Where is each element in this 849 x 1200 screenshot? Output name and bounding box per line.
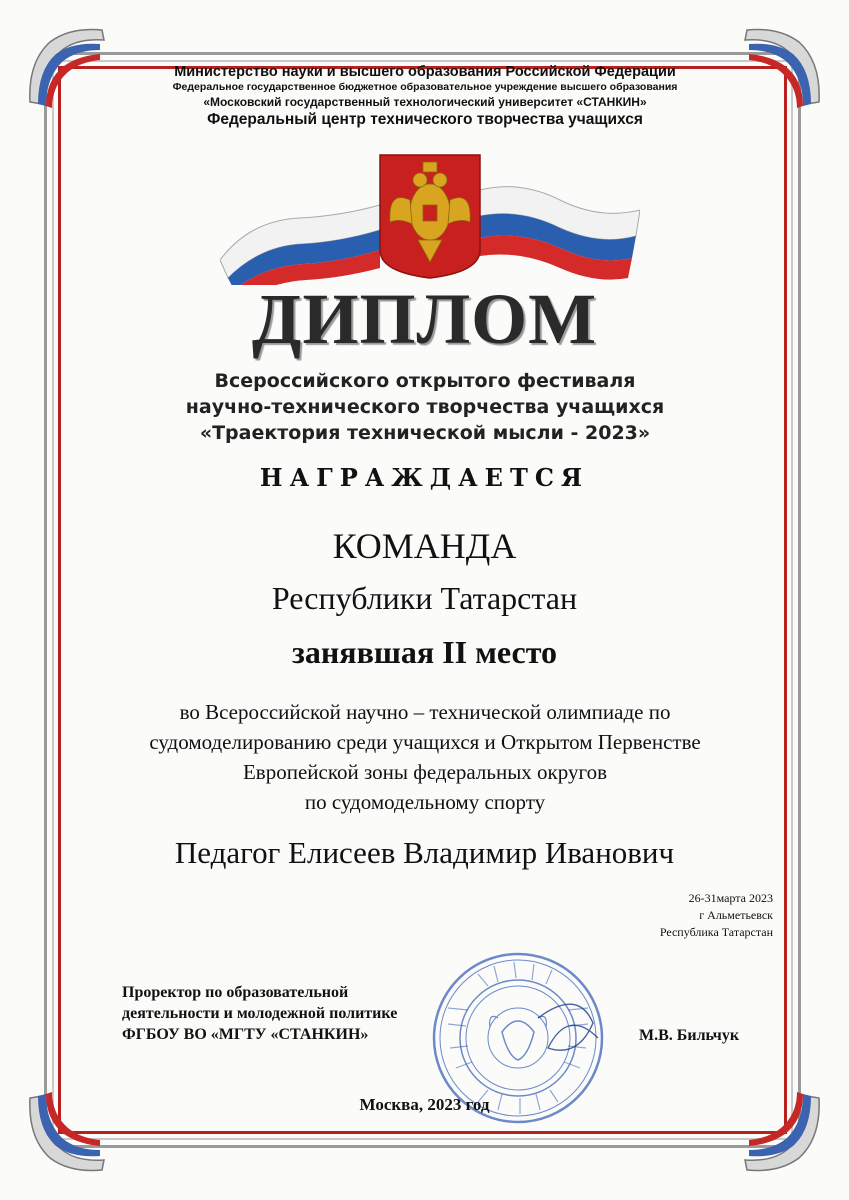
signer-position-line-1: Проректор по образовательной [122, 984, 349, 1001]
event-region: Республика Татарстан [659, 925, 773, 939]
description-line-2: судомоделированию среди учащихся и Открытом Первенстве [149, 730, 701, 754]
flag-emblem-banner [220, 150, 640, 285]
place-awarded: занявшая II место [291, 634, 557, 670]
city-year: Москва, 2023 год [359, 1095, 490, 1114]
corner-ribbon-icon [739, 22, 829, 112]
ministry-name: Министерство науки и высшего образования Российской Федерации [174, 64, 676, 80]
institution-type: Федеральное государственное бюджетное образовательное учреждение высшего образования [172, 81, 678, 93]
corner-ribbon-icon [20, 22, 110, 112]
festival-line-2: научно-технического творчества учащихся [185, 396, 665, 418]
description-line-1: во Всероссийской научно – технической олимпиаде по [179, 700, 671, 724]
event-info [660, 890, 773, 941]
signer-position [122, 982, 397, 1045]
festival-line-3: «Траектория технической мысли - 2023» [199, 422, 651, 444]
document-title: ДИПЛОМ [251, 279, 598, 359]
center-name: Федеральный центр технического творчества учащихся [207, 111, 643, 128]
description-line-4: по судомодельному спорту [304, 790, 546, 814]
recipient-region: Республики Татарстан [271, 580, 578, 616]
recipient-team: КОМАНДА [332, 526, 517, 566]
description-line-3: Европейской зоны федеральных округов [242, 760, 607, 784]
signer-position-line-3: ФГБОУ ВО «МГТУ «СТАНКИН» [122, 1026, 369, 1043]
signer-position-line-2: деятельности и молодежной политике [122, 1005, 398, 1022]
festival-line-1: Всероссийского открытого фестиваля [214, 370, 636, 392]
event-dates: 26-31марта 2023 [688, 891, 773, 905]
event-city: г Альметьевск [699, 908, 773, 922]
university-name: «Московский государственный технологический университет «СТАНКИН» [203, 95, 647, 109]
teacher-name: Педагог Елисеев Владимир Иванович [174, 835, 675, 870]
awarded-heading: НАГРАЖДАЕТСЯ [259, 463, 590, 492]
signer-name: М.В. Бильчук [639, 1027, 740, 1044]
